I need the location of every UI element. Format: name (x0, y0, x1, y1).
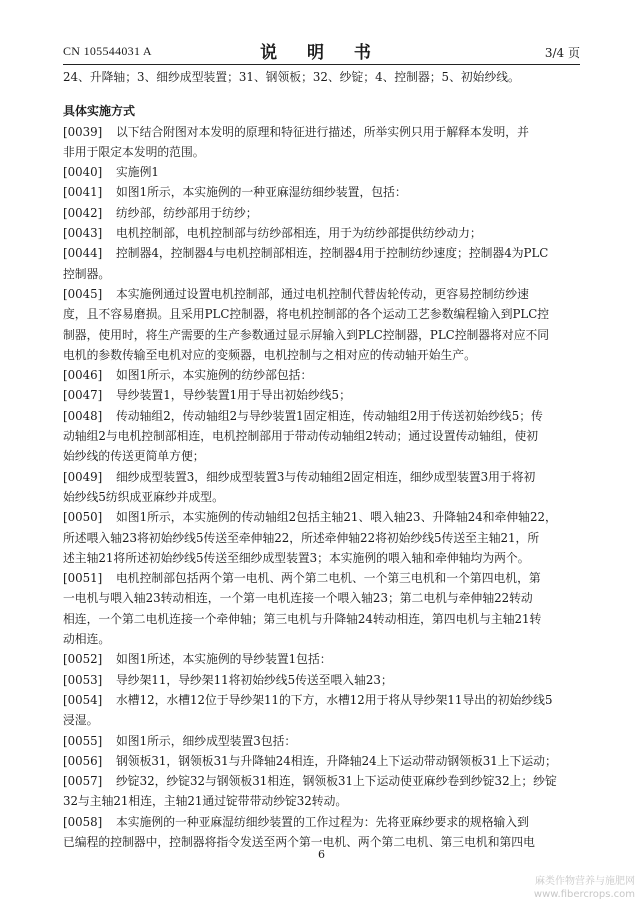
paragraph-number: [0048] (63, 408, 103, 423)
paragraph-line: 始纱线5纺织成亚麻纱并成型。 (63, 489, 224, 504)
paragraph-text: 如图1所述，本实施例的导纱装置1包括： (116, 652, 332, 667)
paragraph-line (63, 243, 583, 263)
paragraph-line (63, 731, 583, 751)
paragraph-text: 纺纱部，纺纱部用于纺纱； (116, 205, 258, 220)
paragraph-text: 以下结合附图对本发明的原理和特征进行描述，所举实例只用于解释本发明，并 (116, 124, 529, 139)
paragraph-line (63, 568, 583, 588)
paragraph-line: 动相连。 (63, 632, 111, 647)
paragraph-line (63, 223, 583, 243)
paragraph-text: 钢领板31，钢领板31与升降轴24相连，升降轴24上下运动带动钢领板31上下运动； (116, 753, 557, 768)
paragraph-text: 细纱成型装置3，细纱成型装置3与传动轴组2固定相连，细纱成型装置3用于将初 (116, 469, 536, 484)
paragraph-number: [0050] (63, 510, 103, 525)
paragraph-number: [0043] (63, 226, 103, 241)
paragraph-line (63, 507, 583, 527)
paragraph-line: 相连，一个第二电机连接一个牵伸轴；第三电机与升降轴24转动相连，第四电机与主轴21转 (63, 611, 542, 626)
paragraph-line (63, 284, 583, 304)
paragraph-text: 电机控制部包括两个第一电机、两个第二电机、一个第三电机和一个第四电机，第 (116, 571, 541, 586)
paragraph-line (63, 771, 583, 791)
paragraph-line (63, 649, 583, 669)
paragraph-number: [0040] (63, 165, 103, 180)
paragraph-text: 如图1所示，本实施例的一种亚麻湿纺细纱装置，包括： (116, 185, 407, 200)
paragraph-line: 电机的参数传输至电机对应的变频器，电机控制与之相对应的传动轴开始生产。 (63, 347, 476, 362)
paragraph-number: [0058] (63, 814, 103, 829)
paragraph-text: 导纱装置1，导纱装置1用于导出初始纱线5； (116, 388, 351, 403)
doc-title: 说 明 书 (260, 43, 383, 63)
paragraph-text: 水槽12，水槽12位于导纱架11的下方，水槽12用于将从导纱架11导出的初始纱线5 (116, 692, 553, 707)
paragraph-line: 述主轴21将所述初始纱线5传送至细纱成型装置3；本实施例的喂入轴和牵伸轴均为两个。 (63, 550, 530, 565)
paragraph-text: 本实施例通过设置电机控制部，通过电机控制代替齿轮传动，更容易控制纺纱速 (116, 286, 529, 301)
paragraph-line (63, 385, 583, 405)
paragraph-line (63, 162, 583, 182)
paragraph-number: [0057] (63, 774, 103, 789)
paragraph-line: 已编程的控制器中，控制器将指令发送至两个第一电机、两个第二电机、第三电机和第四电 (63, 834, 535, 849)
paragraph-line (63, 670, 583, 690)
paragraph-text: 如图1所示，本实施例的传动轴组2包括主轴21、喂入轴23、升降轴24和牵伸轴22， (116, 510, 557, 525)
paragraph-number: [0054] (63, 692, 103, 707)
paragraph-line: 32与主轴21相连，主轴21通过锭带带动纱锭32转动。 (63, 794, 348, 809)
paragraph-number: [0041] (63, 185, 103, 200)
paragraph-text: 本实施例的一种亚麻湿纺细纱装置的工作过程为：先将亚麻纱要求的规格输入到 (116, 814, 529, 829)
watermark (534, 875, 635, 901)
paragraph-line (63, 751, 583, 771)
paragraph-text: 控制器4，控制器4与电机控制部相连，控制器4用于控制纺纱速度；控制器4为PLC (116, 246, 549, 261)
paragraph-line (63, 182, 583, 202)
paragraph-text: 实施例1 (116, 165, 159, 180)
paragraph-text: 传动轴组2，传动轴组2与导纱装置1固定相连，传动轴组2用于传送初始纱线5；传 (116, 408, 543, 423)
paragraph-line: 动轴组2与电机控制部相连，电机控制部用于带动传动轴组2转动；通过设置传动轴组，使初 (63, 429, 539, 444)
paragraph-line (63, 203, 583, 223)
paragraph-number: [0049] (63, 469, 103, 484)
doc-number: CN 105544031 A (63, 44, 152, 58)
paragraph-number: [0052] (63, 652, 103, 667)
paragraph-number: [0045] (63, 286, 103, 301)
watermark-line1: 麻类作物营养与施肥网 (535, 876, 635, 887)
paragraph-line: 一电机与喂入轴23转动相连，一个第一电机连接一个喂入轴23；第二电机与牵伸轴22转动 (63, 591, 533, 606)
paragraph-line: 度，且不容易磨损。且采用PLC控制器，将电机控制部的各个运动工艺参数编程输入到PLC控 (63, 307, 550, 322)
document-body (63, 67, 583, 852)
paragraph-line: 所述喂入轴23将初始纱线5传送至牵伸轴22，所述牵伸轴22将初始纱线5传送至主轴21，所 (63, 530, 540, 545)
paragraph-text: 导纱架11，导纱架11将初始纱线5传送至喂入轴23； (116, 672, 393, 687)
paragraph-line (63, 812, 583, 832)
paragraph-number: [0051] (63, 571, 103, 586)
paragraph-number: [0053] (63, 672, 103, 687)
paragraph-text: 如图1所示，细纱成型装置3包括： (116, 733, 297, 748)
paragraph-text: 电机控制部，电机控制部与纺纱部相连，用于为纺纱部提供纺纱动力； (116, 226, 482, 241)
paragraph-line (63, 122, 583, 142)
paragraph-line: 始纱线的传送更简单方便； (63, 449, 205, 464)
page-header (63, 34, 580, 65)
paragraph-line: 浸湿。 (63, 713, 99, 728)
paragraph-line (63, 467, 583, 487)
paragraph-number: [0039] (63, 124, 103, 139)
paragraph-line: 制器，使用时，将生产需要的生产参数通过显示屏输入到PLC控制器，PLC控制器将对应不同 (63, 327, 550, 342)
paragraph-line: 非用于限定本发明的范围。 (63, 144, 205, 159)
paragraph-number: [0046] (63, 368, 103, 383)
paragraph-number: [0044] (63, 246, 103, 261)
page-info: 3/4 页 (544, 46, 580, 60)
paragraph-line (63, 365, 583, 385)
paragraph-list (63, 122, 583, 853)
watermark-line2: www.fibercrops.com (533, 889, 635, 900)
intro-line: 24、升降轴；3、细纱成型装置；31、钢领板；32、纱锭；4、控制器；5、初始纱线。 (63, 70, 520, 84)
paragraph-number: [0055] (63, 733, 103, 748)
paragraph-line (63, 406, 583, 426)
paragraph-text: 如图1所示，本实施例的纺纱部包括： (116, 368, 313, 383)
paragraph-number: [0047] (63, 388, 103, 403)
paragraph-number: [0042] (63, 205, 103, 220)
page-number: 6 (318, 848, 325, 861)
section-heading: 具体实施方式 (63, 104, 136, 119)
paragraph-line: 控制器。 (63, 266, 111, 281)
paragraph-line (63, 690, 583, 710)
paragraph-number: [0056] (63, 753, 103, 768)
paragraph-text: 纱锭32，纱锭32与钢领板31相连，钢领板31上下运动使亚麻纱卷到纱锭32上；纱锭 (116, 774, 557, 789)
